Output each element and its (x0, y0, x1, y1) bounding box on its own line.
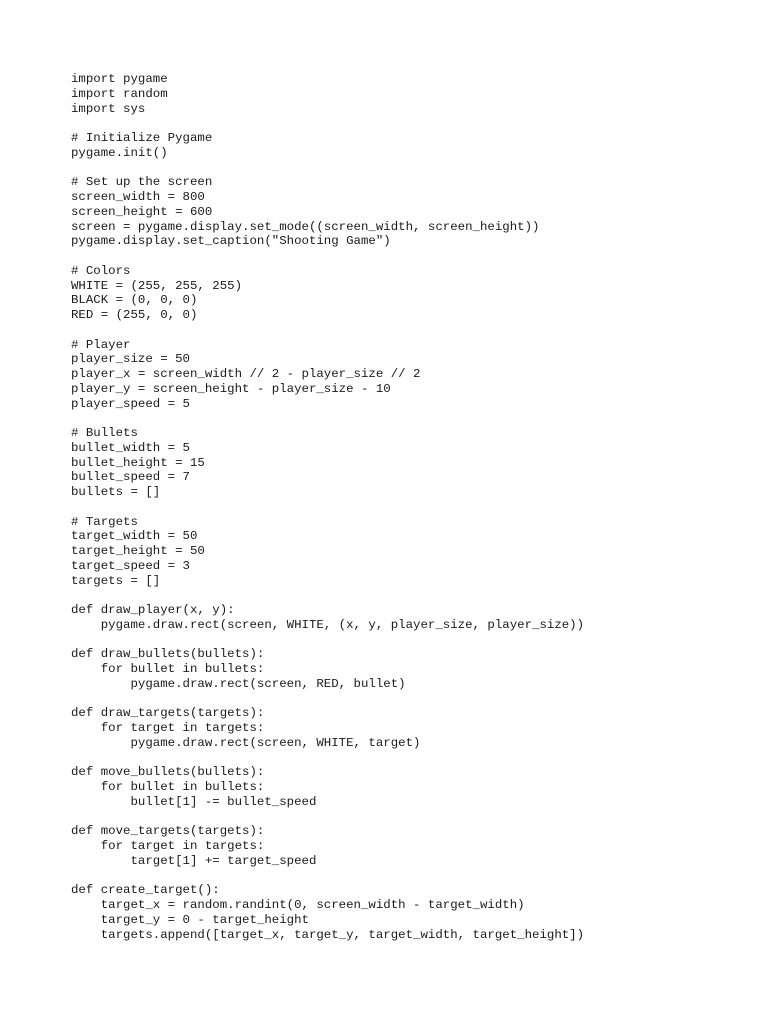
code-line: import pygame (71, 72, 168, 86)
blank-line (71, 810, 584, 825)
code-line: screen_width = 800 (71, 190, 205, 204)
code-line: player_size = 50 (71, 352, 190, 367)
code-line: # Initialize Pygame (71, 131, 213, 145)
code-line: player_y = screen_height - player_size - 10 (71, 381, 391, 396)
code-line: screen = pygame.display.set_mode((screen_width, screen_height)) (71, 219, 540, 234)
code-line: def draw_targets(targets): (71, 706, 265, 721)
code-line: bullet_height = 15 (71, 455, 205, 470)
code-line: pygame.draw.rect(screen, WHITE, (x, y, player_size, player_size)) (71, 617, 585, 632)
blank-line (71, 692, 584, 707)
code-line: bullet[1] -= bullet_speed (71, 794, 317, 809)
code-line: def draw_player(x, y): (71, 603, 235, 617)
code-line: # Bullets (71, 426, 138, 440)
code-line: pygame.init() (71, 145, 168, 160)
code-line: BLACK = (0, 0, 0) (71, 293, 198, 308)
code-line: for target in targets: (71, 839, 265, 853)
code-line: RED = (255, 0, 0) (71, 308, 198, 322)
code-line: targets = [] (71, 573, 161, 588)
code-line: # Set up the screen (71, 175, 213, 190)
code-line: bullets = [] (71, 485, 161, 499)
code-line: targets.append([target_x, target_y, target_width, target_height]) (71, 927, 585, 942)
code-line: target_height = 50 (71, 544, 205, 558)
code-line: pygame.display.set_caption("Shooting Game") (71, 234, 391, 249)
code-block (71, 72, 584, 942)
blank-line (71, 323, 584, 338)
blank-line (71, 411, 584, 426)
code-line: target[1] += target_speed (71, 853, 317, 868)
code-line: import sys (71, 101, 146, 116)
blank-line (71, 116, 584, 131)
code-line: def create_target(): (71, 883, 220, 898)
code-line: target_speed = 3 (71, 558, 190, 573)
blank-line (71, 633, 584, 648)
code-line: def move_bullets(bullets): (71, 765, 265, 780)
code-line: bullet_width = 5 (71, 440, 190, 455)
code-line: pygame.draw.rect(screen, WHITE, target) (71, 735, 421, 750)
blank-line (71, 751, 584, 766)
code-line: pygame.draw.rect(screen, RED, bullet) (71, 676, 406, 691)
blank-line (71, 869, 584, 884)
blank-line (71, 249, 584, 264)
code-line: for bullet in bullets: (71, 780, 265, 794)
code-line: # Targets (71, 514, 138, 529)
code-line: import random (71, 86, 168, 101)
code-line: for target in targets: (71, 721, 265, 735)
code-line: target_y = 0 - target_height (71, 912, 309, 927)
code-line: WHITE = (255, 255, 255) (71, 278, 243, 293)
code-line: def move_targets(targets): (71, 824, 265, 839)
blank-line (71, 500, 584, 515)
code-line: # Player (71, 337, 131, 352)
blank-line (71, 588, 584, 603)
code-line: target_width = 50 (71, 529, 198, 544)
code-line: player_speed = 5 (71, 396, 190, 411)
code-line: screen_height = 600 (71, 204, 213, 219)
code-line: target_x = random.randint(0, screen_width - target_width) (71, 898, 525, 912)
code-line: def draw_bullets(bullets): (71, 647, 265, 662)
blank-line (71, 161, 584, 176)
code-line: player_x = screen_width // 2 - player_size // 2 (71, 367, 421, 381)
code-line: for bullet in bullets: (71, 662, 265, 676)
code-line: bullet_speed = 7 (71, 470, 190, 485)
code-line: # Colors (71, 263, 131, 278)
